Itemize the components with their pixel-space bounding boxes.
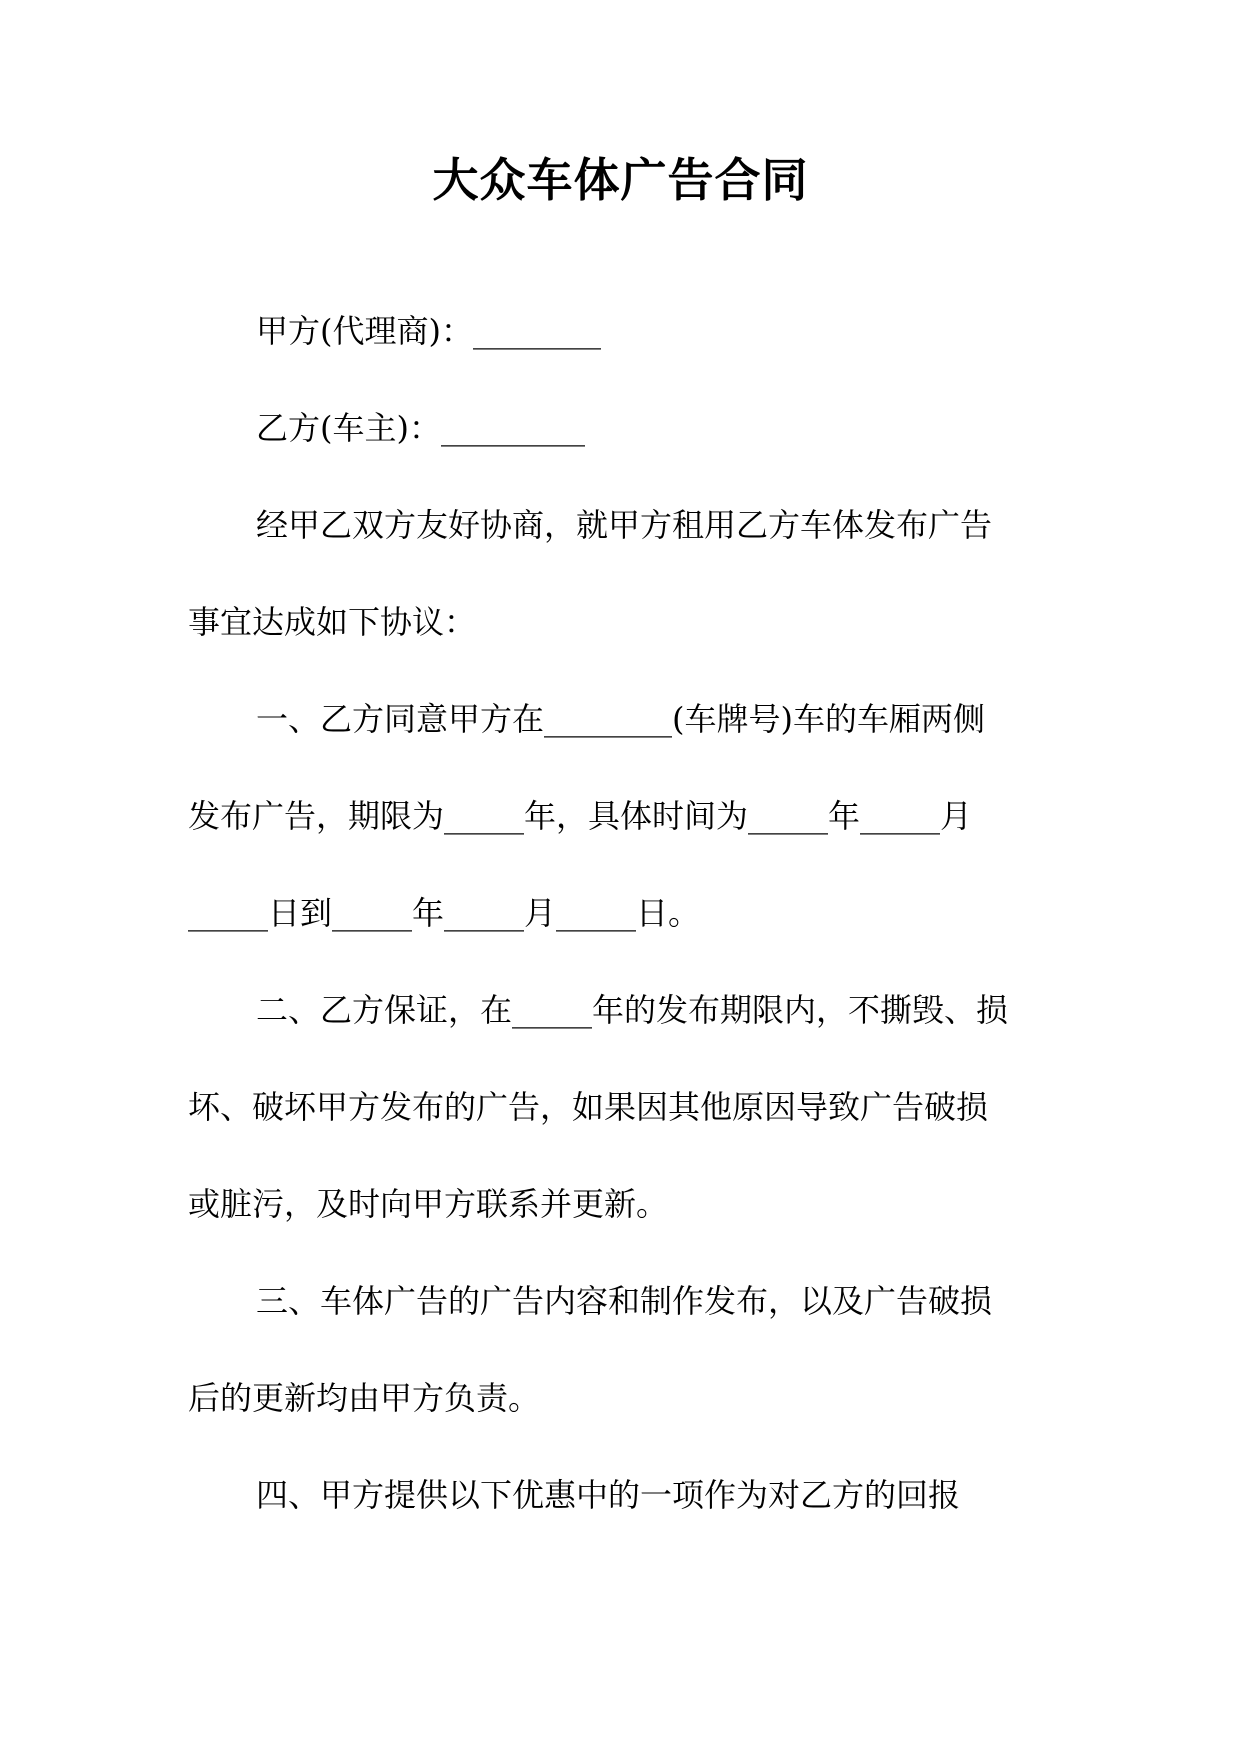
document-title: 大众车体广告合同 — [432, 153, 809, 207]
clause-2-line-1: 二、乙方保证，在_____年的发布期限内，不撕毁、损 — [256, 991, 1009, 1029]
party-b-line: 乙方(车主)：_________ — [256, 409, 585, 447]
preamble-line-2: 事宜达成如下协议： — [188, 603, 477, 641]
clause-2-line-2: 坏、破坏甲方发布的广告，如果因其他原因导致广告破损 — [188, 1088, 989, 1126]
clause-3-line-2: 后的更新均由甲方负责。 — [188, 1379, 541, 1417]
clause-2-line-3: 或脏污，及时向甲方联系并更新。 — [188, 1185, 669, 1223]
clause-1-line-3: _____日到_____年_____月_____日。 — [188, 894, 701, 932]
clause-3-line-1: 三、车体广告的广告内容和制作发布，以及广告破损 — [256, 1282, 993, 1320]
clause-4-line-1: 四、甲方提供以下优惠中的一项作为对乙方的回报 — [256, 1476, 961, 1514]
preamble-line-1: 经甲乙双方友好协商，就甲方租用乙方车体发布广告 — [256, 506, 993, 544]
party-a-line: 甲方(代理商)：________ — [256, 312, 601, 350]
clause-1-line-2: 发布广告，期限为_____年，具体时间为_____年_____月 — [188, 797, 973, 835]
clause-1-line-1: 一、乙方同意甲方在________(车牌号)车的车厢两侧 — [256, 700, 985, 738]
